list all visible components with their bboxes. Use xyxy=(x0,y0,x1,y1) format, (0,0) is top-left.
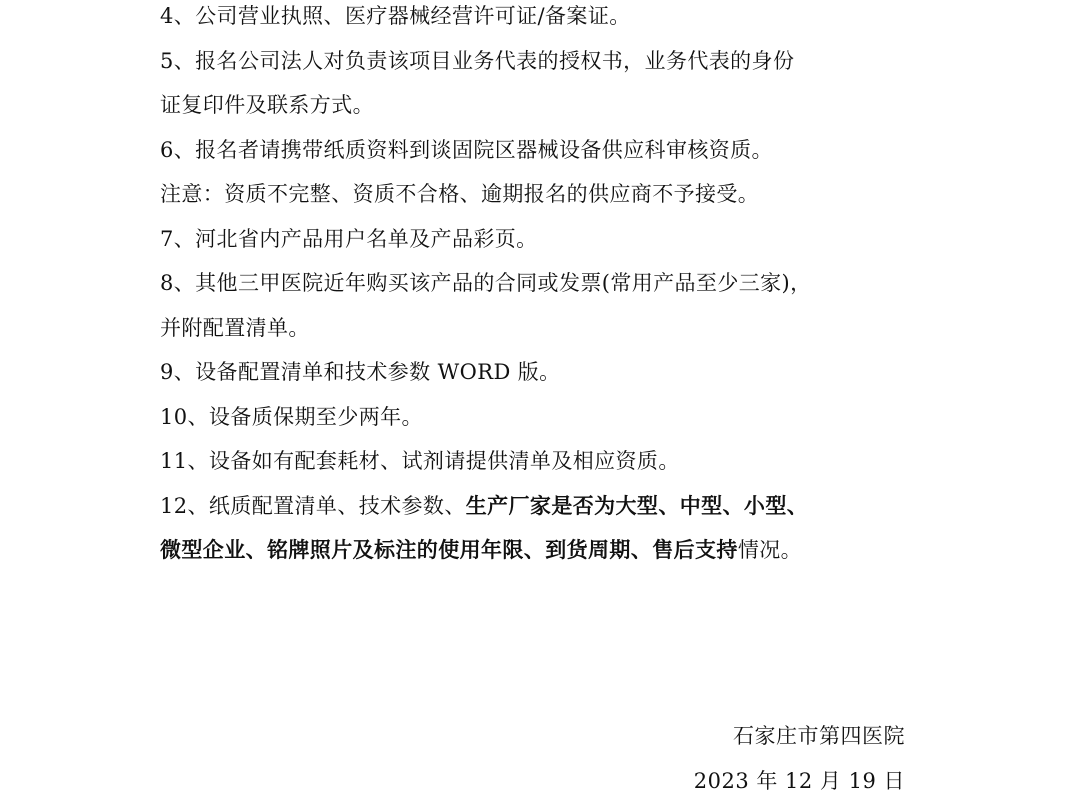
item-12-bold-part-2: 微型企业、铭牌照片及标注的使用年限、到货周期、售后支持 xyxy=(160,537,738,562)
notice-text: 注意：资质不完整、资质不合格、逾期报名的供应商不予接受。 xyxy=(160,182,760,206)
signature-organization: 石家庄市第四医院 xyxy=(733,724,905,748)
item-7: 7、河北省内产品用户名单及产品彩页。 xyxy=(160,226,538,251)
item-12-line-1 xyxy=(160,484,910,529)
requirements-list xyxy=(160,0,910,573)
item-12-suffix: 情况。 xyxy=(737,538,803,562)
item-8-line-2: 并附配置清单。 xyxy=(160,315,310,340)
item-5-line-1: 5、报名公司法人对负责该项目业务代表的授权书，业务代表的身份 xyxy=(160,48,795,73)
item-12-bold-part-1: 生产厂家是否为大型、中型、小型、 xyxy=(465,492,809,518)
item-5-line-2: 证复印件及联系方式。 xyxy=(160,93,374,117)
item-12-line-2 xyxy=(160,528,910,573)
signature-date: 2023 年 12 月 19 日 xyxy=(693,769,905,793)
item-9: 9、设备配置清单和技术参数 WORD 版。 xyxy=(160,360,561,384)
item-4: 4、公司营业执照、医疗器械经营许可证/备案证。 xyxy=(160,4,631,28)
item-8-line-1: 8、其他三甲医院近年购买该产品的合同或发票(常用产品至少三家)， xyxy=(160,271,812,295)
item-10: 10、设备质保期至少两年。 xyxy=(160,404,423,429)
item-12-prefix: 12、纸质配置清单、技术参数、 xyxy=(160,493,466,518)
item-11: 11、设备如有配套耗材、试剂请提供清单及相应资质。 xyxy=(160,449,680,473)
item-6: 6、报名者请携带纸质资料到谈固院区器械设备供应科审核资质。 xyxy=(160,137,773,162)
